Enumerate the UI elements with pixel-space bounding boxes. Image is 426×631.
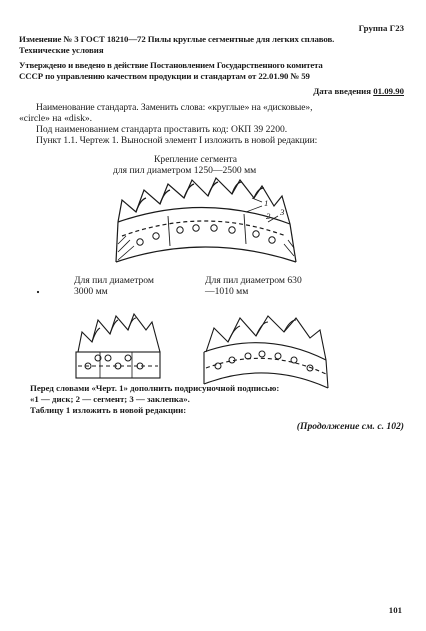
callout-3: 3 [280, 207, 285, 217]
paragraph-1-line-1: Наименование стандарта. Заменить слова: «круглые» на «дисковые», [36, 102, 313, 113]
effective-date-value: 01.09.90 [373, 86, 404, 96]
effective-date-label: Дата введения [313, 86, 371, 96]
after-figure-line-1: Перед словами «Черт. 1» дополнить подрисуночной подписью: [30, 383, 280, 393]
callout-2: 2 [266, 211, 271, 221]
change-title: Изменение № 3 ГОСТ 18210—72 Пилы круглые сегментные для легких сплавов. [19, 34, 335, 44]
approved-line-2: СССР по управлению качеством продукции и стандартам от 22.01.90 № 59 [19, 71, 310, 81]
right-caption-line-2: —1010 мм [205, 286, 249, 297]
continuation-note: (Продолжение см. с. 102) [296, 421, 404, 432]
left-caption-line-2: 3000 мм [74, 286, 108, 297]
right-caption-line-1: Для пил диаметром 630 [205, 275, 302, 286]
paragraph-2: Под наименованием стандарта проставить код: ОКП 39 2200. [36, 124, 288, 135]
callout-1: 1 [264, 198, 269, 208]
page-number: 101 [388, 605, 402, 615]
paragraph-3: Пункт 1.1. Чертеж 1. Выносной элемент I изложить в новой редакции: [36, 135, 318, 146]
figure-title: Крепление сегмента [154, 154, 238, 165]
change-title-cont: Технические условия [19, 45, 104, 55]
paragraph-1-line-2: «circle» на «disk». [19, 113, 93, 124]
left-caption-line-1: Для пил диаметром [74, 275, 154, 286]
after-figure-line-2: «1 — диск; 2 — сегмент; 3 — заклепка». [30, 394, 190, 404]
after-figure-line-3: Таблицу 1 изложить в новой редакции: [30, 405, 187, 415]
group-code: Группа Г23 [358, 23, 404, 33]
approved-line-1: Утверждено и введено в действие Постановлением Государственного комитета [19, 60, 323, 70]
figure-subtitle: для пил диаметром 1250—2500 мм [113, 165, 257, 176]
